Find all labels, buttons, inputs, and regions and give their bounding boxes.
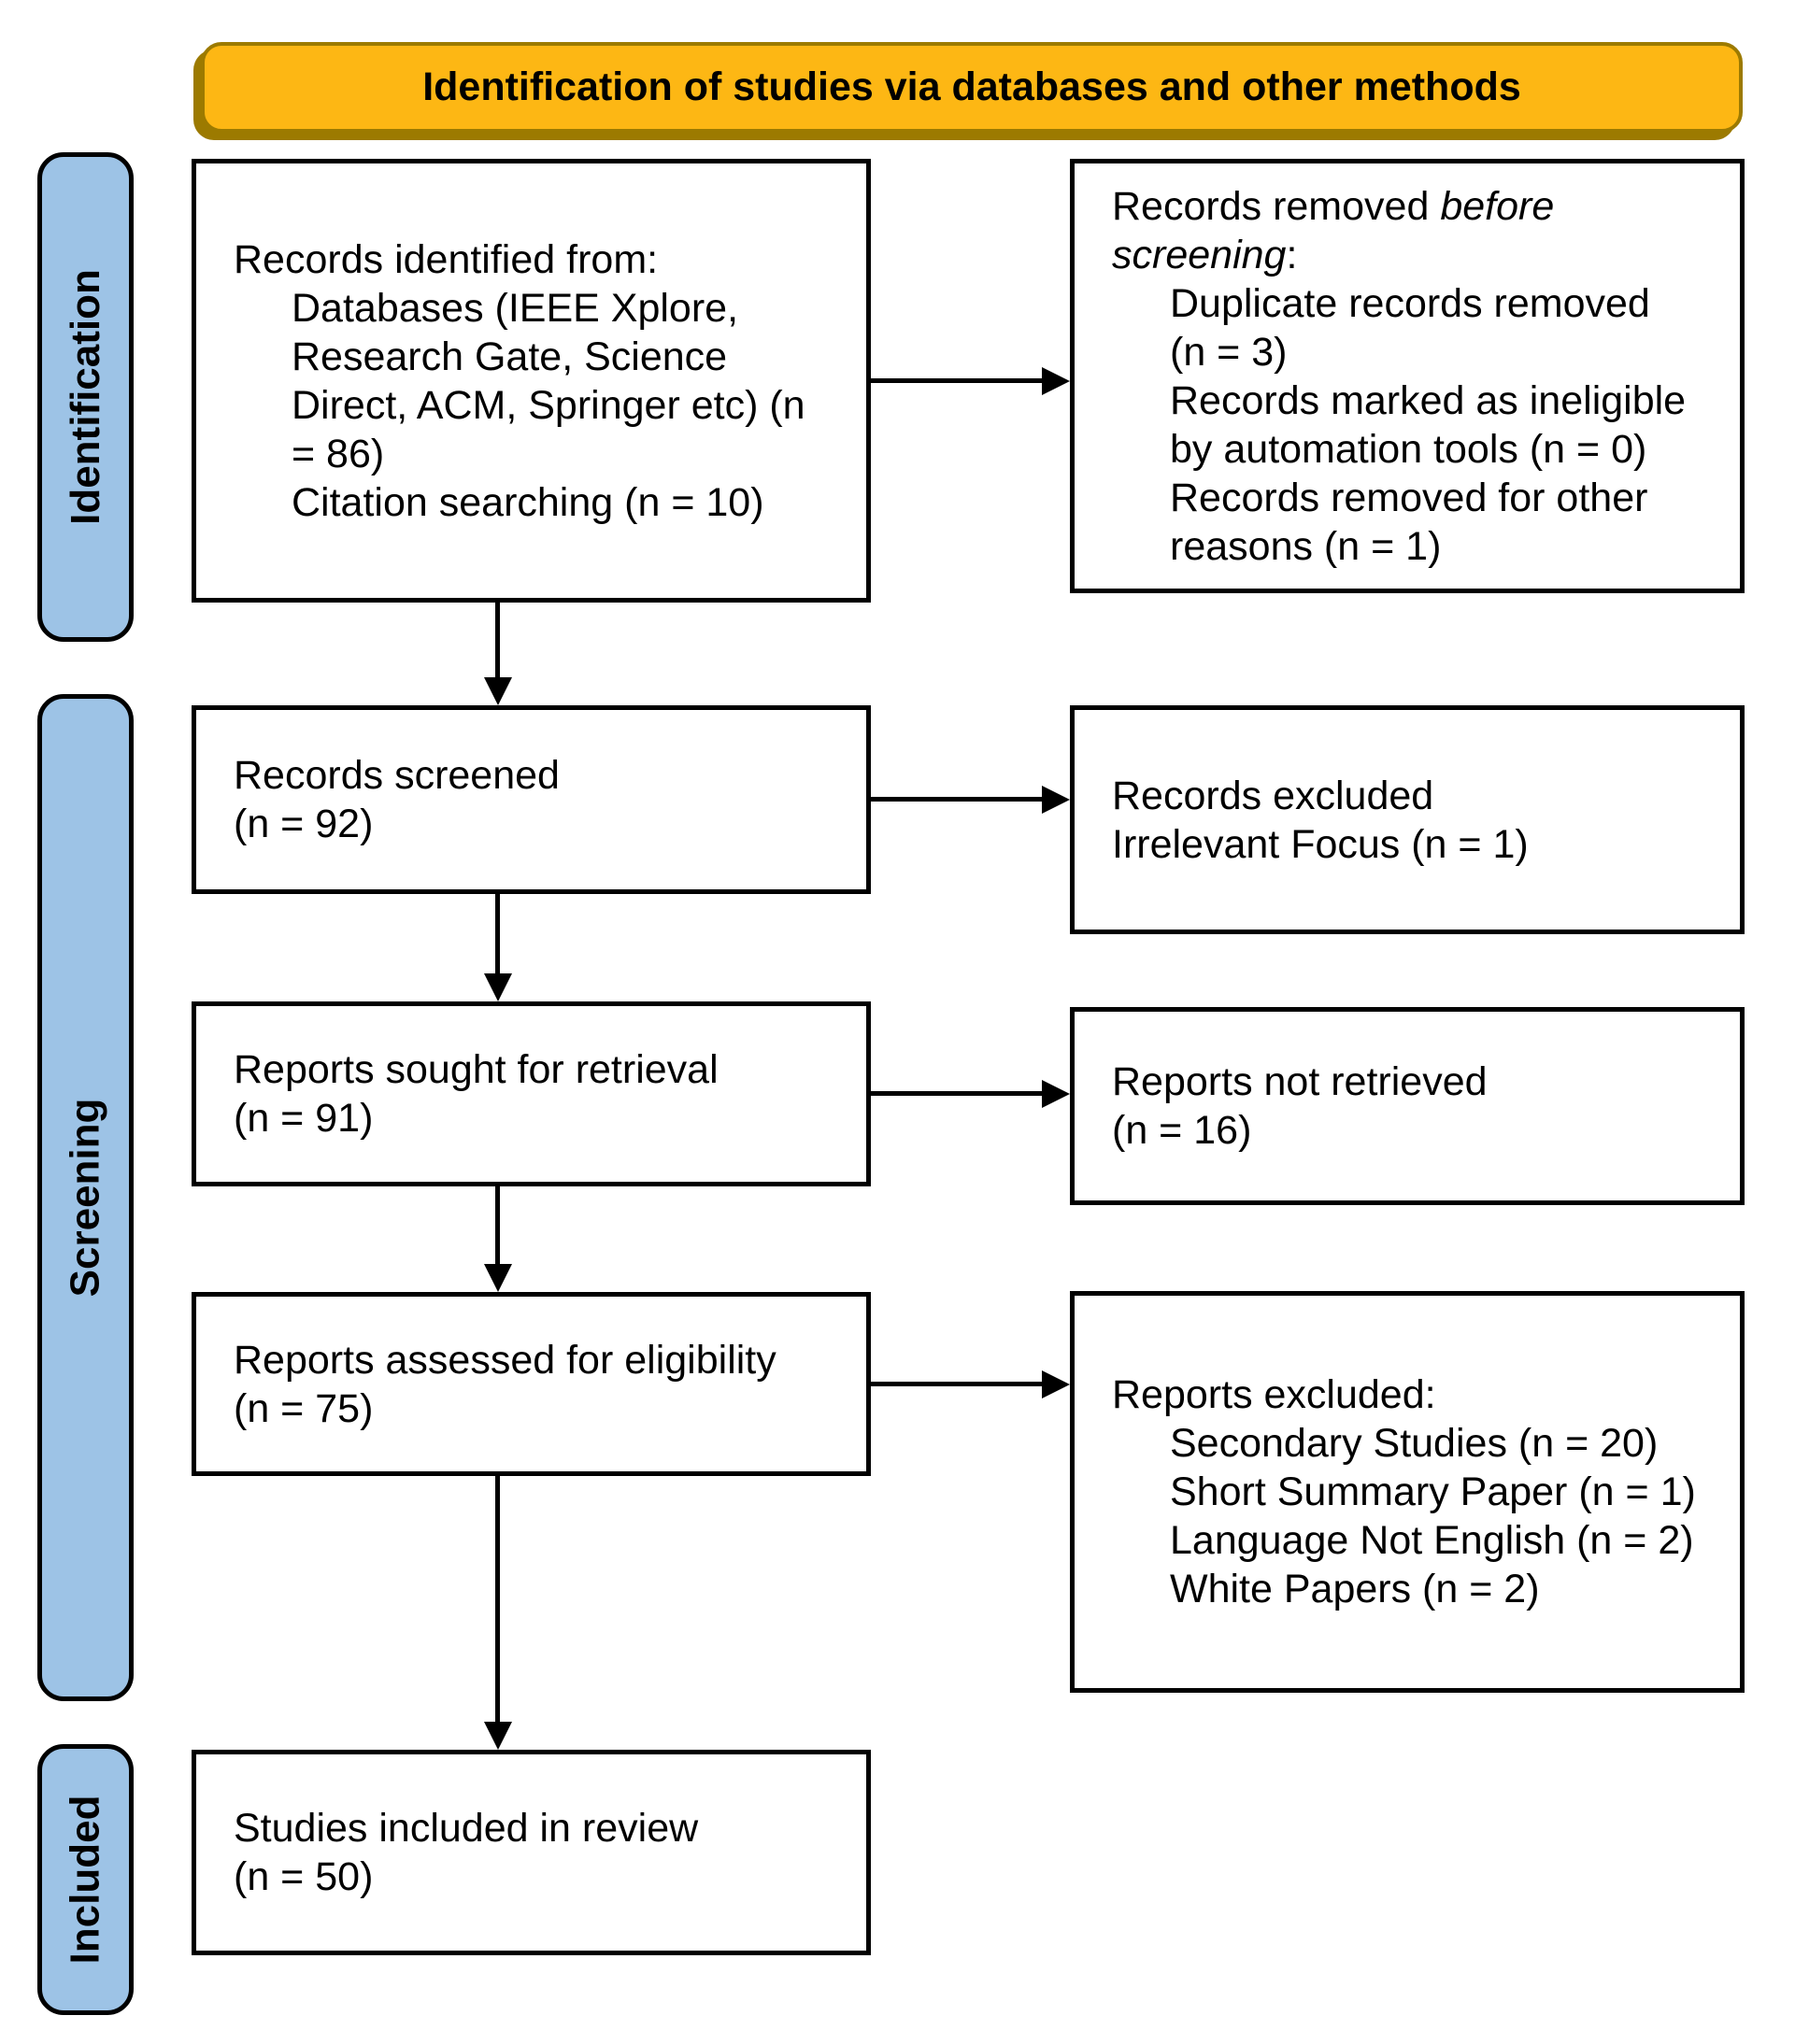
reports-sought-label: Reports sought for retrieval: [234, 1047, 719, 1092]
phase-label-included-text: Included: [62, 1795, 108, 1965]
databases-item-line: Databases (IEEE Xplore,: [292, 285, 739, 331]
arrow-identified-to-removed: [871, 378, 1042, 383]
arrowhead-right-icon: [1042, 1370, 1070, 1398]
reports-sought-count: (n = 91): [234, 1096, 374, 1141]
records-excluded-label: Records excluded: [1112, 773, 1434, 818]
reports-assessed-count: (n = 75): [234, 1385, 374, 1431]
arrow-screened-to-sought: [495, 894, 500, 973]
reports-excluded-item: Language Not English (n = 2): [1170, 1518, 1694, 1563]
citation-searching-item: Citation searching (n = 10): [292, 479, 764, 525]
records-excluded-reason: Irrelevant Focus (n = 1): [1112, 821, 1529, 867]
reports-excluded-item: White Papers (n = 2): [1170, 1567, 1540, 1611]
heading-regular-text: :: [1286, 232, 1298, 277]
phase-label-screening-text: Screening: [62, 1098, 108, 1298]
records-excluded-box: [1070, 705, 1745, 934]
records-removed-heading-line2: [1112, 231, 1721, 279]
reports-not-retrieved-count: (n = 16): [1112, 1108, 1252, 1153]
reports-sought-box: [192, 1001, 871, 1186]
arrowhead-right-icon: [1042, 367, 1070, 395]
reports-not-retrieved-box: [1070, 1007, 1745, 1205]
records-screened-box: [192, 705, 871, 894]
arrow-assessed-to-excluded: [871, 1382, 1042, 1386]
records-identified-box: [192, 159, 871, 603]
arrowhead-right-icon: [1042, 1080, 1070, 1108]
reports-excluded-box: [1070, 1291, 1745, 1693]
ineligible-records-line: by automation tools (n = 0): [1170, 426, 1647, 472]
records-removed-heading-line1: [1112, 182, 1721, 231]
arrow-sought-to-notretrieved: [871, 1091, 1042, 1096]
arrow-identified-to-screened: [495, 603, 500, 677]
reports-excluded-item: Secondary Studies (n = 20): [1170, 1421, 1659, 1466]
ineligible-records-line: Records marked as ineligible: [1170, 377, 1687, 423]
arrow-sought-to-assessed: [495, 1186, 500, 1264]
databases-item-line: = 86): [292, 431, 385, 476]
reports-not-retrieved-label: Reports not retrieved: [1112, 1059, 1488, 1104]
reports-excluded-heading: Reports excluded:: [1112, 1372, 1436, 1417]
diagram-title: Identification of studies via databases and other methods: [422, 64, 1521, 109]
records-removed-box: [1070, 159, 1745, 593]
heading-italic-text: screening: [1112, 232, 1287, 277]
arrowhead-down-icon: [484, 1264, 512, 1292]
reports-assessed-box: [192, 1292, 871, 1476]
phase-label-screening: [37, 694, 134, 1701]
records-identified-heading: Records identified from:: [234, 236, 659, 282]
reports-assessed-label: Reports assessed for eligibility: [234, 1337, 776, 1383]
phase-label-identification-text: Identification: [62, 269, 108, 525]
other-reasons-line: Records removed for other: [1170, 475, 1648, 520]
arrowhead-down-icon: [484, 973, 512, 1001]
phase-label-included: [37, 1744, 134, 2015]
records-screened-label: Records screened: [234, 753, 560, 798]
databases-item-line: Direct, ACM, Springer etc) (n: [292, 382, 805, 428]
reports-excluded-item: Short Summary Paper (n = 1): [1170, 1469, 1696, 1514]
studies-included-label: Studies included in review: [234, 1806, 699, 1851]
arrowhead-down-icon: [484, 677, 512, 705]
arrow-assessed-to-included: [495, 1476, 500, 1722]
heading-italic-text: before: [1440, 183, 1555, 229]
studies-included-count: (n = 50): [234, 1854, 374, 1899]
arrowhead-right-icon: [1042, 786, 1070, 814]
arrow-screened-to-excluded: [871, 797, 1042, 802]
title-banner: [201, 42, 1743, 133]
studies-included-box: [192, 1750, 871, 1955]
duplicate-records-line: Duplicate records removed: [1170, 280, 1650, 326]
heading-regular-text: Records removed: [1112, 183, 1441, 229]
arrowhead-down-icon: [484, 1722, 512, 1750]
records-screened-count: (n = 92): [234, 802, 374, 846]
phase-label-identification: [37, 152, 134, 642]
databases-item-line: Research Gate, Science: [292, 334, 728, 379]
other-reasons-line: reasons (n = 1): [1170, 523, 1442, 569]
duplicate-records-line: (n = 3): [1170, 329, 1288, 375]
